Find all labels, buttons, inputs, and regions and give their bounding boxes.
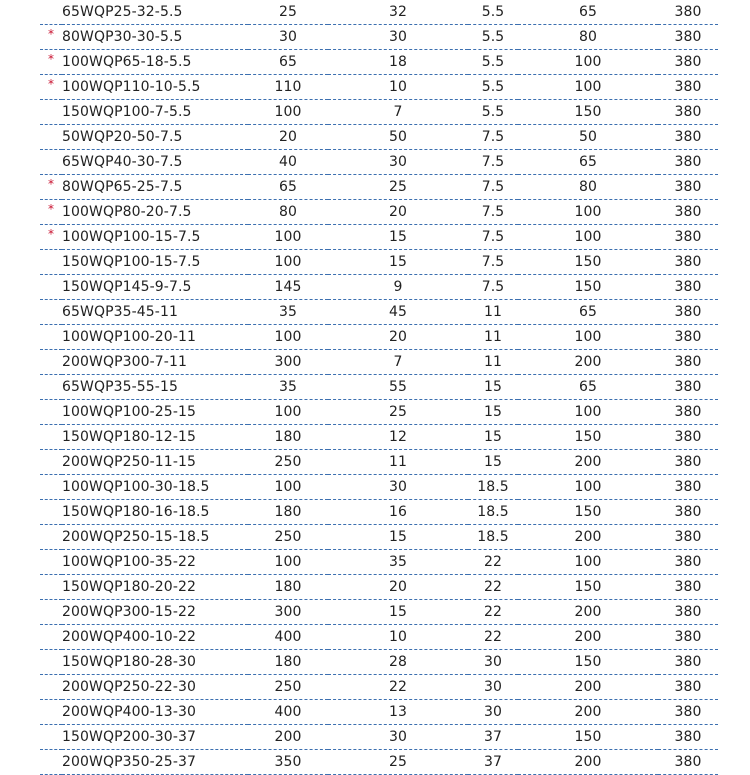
table-row [40, 400, 718, 425]
voltage-cell: 380 [674, 654, 702, 670]
table-row [40, 100, 718, 125]
outlet-cell: 150 [574, 254, 602, 270]
head-cell: 25 [388, 404, 407, 420]
voltage-cell: 380 [674, 29, 702, 45]
power-cell: 11 [483, 329, 502, 345]
flow-cell: 65 [278, 54, 297, 70]
model-cell: 200WQP300-7-11 [62, 354, 187, 370]
head-cell: 15 [388, 604, 407, 620]
outlet-cell: 100 [574, 204, 602, 220]
outlet-cell: 100 [574, 479, 602, 495]
table-row [40, 225, 718, 250]
voltage-cell: 380 [674, 79, 702, 95]
head-cell: 55 [388, 379, 407, 395]
power-cell: 11 [483, 354, 502, 370]
recommended-marker [40, 0, 62, 22]
flow-cell: 65 [278, 179, 297, 195]
table-row [40, 750, 718, 775]
recommended-marker [40, 697, 62, 722]
outlet-cell: 200 [574, 454, 602, 470]
outlet-cell: 65 [578, 379, 597, 395]
recommended-marker [40, 297, 62, 322]
power-cell: 22 [483, 554, 502, 570]
head-cell: 45 [388, 304, 407, 320]
recommended-marker: * [47, 52, 55, 66]
model-cell: 100WQP110-10-5.5 [62, 79, 201, 95]
head-cell: 7 [393, 104, 403, 120]
recommended-marker: * [47, 27, 55, 41]
pump-spec-table-body [40, 0, 718, 775]
outlet-cell: 65 [578, 4, 597, 20]
head-cell: 25 [388, 754, 407, 770]
table-row [40, 50, 718, 75]
table-row [40, 0, 718, 25]
table-row [40, 500, 718, 525]
flow-cell: 250 [274, 454, 302, 470]
voltage-cell: 380 [674, 529, 702, 545]
table-row [40, 25, 718, 50]
flow-cell: 80 [278, 204, 297, 220]
model-cell: 200WQP400-13-30 [62, 704, 196, 720]
head-cell: 35 [388, 554, 407, 570]
model-cell: 150WQP180-12-15 [62, 429, 196, 445]
recommended-marker [40, 572, 62, 597]
voltage-cell: 380 [674, 604, 702, 620]
head-cell: 20 [388, 204, 407, 220]
flow-cell: 110 [274, 79, 302, 95]
power-cell: 37 [483, 754, 502, 770]
recommended-marker: * [47, 177, 55, 191]
head-cell: 11 [388, 454, 407, 470]
flow-cell: 180 [274, 579, 302, 595]
model-cell: 200WQP250-11-15 [62, 454, 196, 470]
model-cell: 150WQP200-30-37 [62, 729, 196, 745]
head-cell: 28 [388, 654, 407, 670]
power-cell: 15 [483, 379, 502, 395]
model-cell: 100WQP100-15-7.5 [62, 229, 201, 245]
table-row [40, 600, 718, 625]
voltage-cell: 380 [674, 154, 702, 170]
head-cell: 15 [388, 254, 407, 270]
power-cell: 22 [483, 629, 502, 645]
table-row [40, 150, 718, 175]
model-cell: 65WQP40-30-7.5 [62, 154, 183, 170]
head-cell: 20 [388, 329, 407, 345]
outlet-cell: 200 [574, 704, 602, 720]
power-cell: 30 [483, 704, 502, 720]
model-cell: 150WQP100-7-5.5 [62, 104, 192, 120]
power-cell: 5.5 [481, 4, 505, 20]
recommended-marker [40, 747, 62, 772]
model-cell: 200WQP400-10-22 [62, 629, 196, 645]
recommended-marker [40, 347, 62, 372]
table-row [40, 550, 718, 575]
voltage-cell: 380 [674, 504, 702, 520]
voltage-cell: 380 [674, 229, 702, 245]
voltage-cell: 380 [674, 679, 702, 695]
power-cell: 5.5 [481, 54, 505, 70]
flow-cell: 350 [274, 754, 302, 770]
voltage-cell: 380 [674, 429, 702, 445]
flow-cell: 35 [278, 304, 297, 320]
outlet-cell: 200 [574, 629, 602, 645]
power-cell: 7.5 [481, 229, 505, 245]
outlet-cell: 150 [574, 579, 602, 595]
head-cell: 50 [388, 129, 407, 145]
voltage-cell: 380 [674, 254, 702, 270]
flow-cell: 100 [274, 554, 302, 570]
table-row [40, 525, 718, 550]
voltage-cell: 380 [674, 354, 702, 370]
voltage-cell: 380 [674, 4, 702, 20]
model-cell: 100WQP100-20-11 [62, 329, 196, 345]
flow-cell: 100 [274, 104, 302, 120]
outlet-cell: 200 [574, 604, 602, 620]
flow-cell: 300 [274, 354, 302, 370]
head-cell: 18 [388, 54, 407, 70]
table-row [40, 375, 718, 400]
model-cell: 80WQP30-30-5.5 [62, 29, 183, 45]
power-cell: 7.5 [481, 204, 505, 220]
voltage-cell: 380 [674, 729, 702, 745]
head-cell: 20 [388, 579, 407, 595]
power-cell: 37 [483, 729, 502, 745]
recommended-marker [40, 622, 62, 647]
flow-cell: 200 [274, 729, 302, 745]
power-cell: 18.5 [477, 479, 509, 495]
table-row [40, 425, 718, 450]
outlet-cell: 200 [574, 529, 602, 545]
head-cell: 10 [388, 79, 407, 95]
voltage-cell: 380 [674, 404, 702, 420]
recommended-marker [40, 97, 62, 122]
voltage-cell: 380 [674, 179, 702, 195]
head-cell: 22 [388, 679, 407, 695]
recommended-marker [40, 522, 62, 547]
outlet-cell: 100 [574, 229, 602, 245]
table-row [40, 325, 718, 350]
outlet-cell: 100 [574, 54, 602, 70]
table-row [40, 475, 718, 500]
flow-cell: 250 [274, 679, 302, 695]
table-row [40, 700, 718, 725]
flow-cell: 30 [278, 29, 297, 45]
recommended-marker [40, 647, 62, 672]
voltage-cell: 380 [674, 104, 702, 120]
model-cell: 80WQP65-25-7.5 [62, 179, 183, 195]
power-cell: 22 [483, 579, 502, 595]
power-cell: 7.5 [481, 254, 505, 270]
recommended-marker: * [47, 202, 55, 216]
flow-cell: 180 [274, 504, 302, 520]
model-cell: 200WQP350-25-37 [62, 754, 196, 770]
table-row [40, 675, 718, 700]
head-cell: 25 [388, 179, 407, 195]
power-cell: 22 [483, 604, 502, 620]
recommended-marker [40, 722, 62, 747]
head-cell: 32 [388, 4, 407, 20]
table-row [40, 175, 718, 200]
outlet-cell: 80 [578, 179, 597, 195]
flow-cell: 100 [274, 404, 302, 420]
head-cell: 15 [388, 229, 407, 245]
head-cell: 30 [388, 479, 407, 495]
model-cell: 150WQP180-20-22 [62, 579, 196, 595]
voltage-cell: 380 [674, 129, 702, 145]
flow-cell: 40 [278, 154, 297, 170]
voltage-cell: 380 [674, 279, 702, 295]
recommended-marker [40, 597, 62, 622]
outlet-cell: 150 [574, 729, 602, 745]
voltage-cell: 380 [674, 479, 702, 495]
model-cell: 100WQP100-30-18.5 [62, 479, 210, 495]
flow-cell: 100 [274, 479, 302, 495]
voltage-cell: 380 [674, 554, 702, 570]
voltage-cell: 380 [674, 379, 702, 395]
head-cell: 9 [393, 279, 403, 295]
power-cell: 18.5 [477, 504, 509, 520]
outlet-cell: 65 [578, 154, 597, 170]
flow-cell: 100 [274, 254, 302, 270]
voltage-cell: 380 [674, 579, 702, 595]
recommended-marker [40, 497, 62, 522]
outlet-cell: 100 [574, 79, 602, 95]
head-cell: 15 [388, 529, 407, 545]
flow-cell: 180 [274, 654, 302, 670]
recommended-marker [40, 322, 62, 347]
table-row [40, 625, 718, 650]
table-row [40, 250, 718, 275]
recommended-marker [40, 547, 62, 572]
flow-cell: 145 [274, 279, 302, 295]
model-cell: 100WQP65-18-5.5 [62, 54, 192, 70]
recommended-marker [40, 122, 62, 147]
power-cell: 7.5 [481, 279, 505, 295]
recommended-marker [40, 247, 62, 272]
head-cell: 13 [388, 704, 407, 720]
outlet-cell: 150 [574, 654, 602, 670]
voltage-cell: 380 [674, 204, 702, 220]
power-cell: 7.5 [481, 129, 505, 145]
power-cell: 30 [483, 654, 502, 670]
model-cell: 150WQP145-9-7.5 [62, 279, 192, 295]
outlet-cell: 80 [578, 29, 597, 45]
voltage-cell: 380 [674, 304, 702, 320]
outlet-cell: 150 [574, 104, 602, 120]
voltage-cell: 380 [674, 329, 702, 345]
model-cell: 200WQP300-15-22 [62, 604, 196, 620]
model-cell: 150WQP180-16-18.5 [62, 504, 210, 520]
model-cell: 50WQP20-50-7.5 [62, 129, 183, 145]
model-cell: 200WQP250-22-30 [62, 679, 196, 695]
model-cell: 150WQP100-15-7.5 [62, 254, 201, 270]
voltage-cell: 380 [674, 629, 702, 645]
head-cell: 30 [388, 29, 407, 45]
recommended-marker [40, 147, 62, 172]
flow-cell: 400 [274, 704, 302, 720]
voltage-cell: 380 [674, 54, 702, 70]
power-cell: 11 [483, 304, 502, 320]
table-row [40, 450, 718, 475]
outlet-cell: 200 [574, 754, 602, 770]
outlet-cell: 150 [574, 279, 602, 295]
flow-cell: 100 [274, 329, 302, 345]
flow-cell: 300 [274, 604, 302, 620]
power-cell: 7.5 [481, 179, 505, 195]
head-cell: 10 [388, 629, 407, 645]
outlet-cell: 100 [574, 554, 602, 570]
recommended-marker [40, 422, 62, 447]
outlet-cell: 200 [574, 354, 602, 370]
power-cell: 5.5 [481, 104, 505, 120]
head-cell: 30 [388, 154, 407, 170]
outlet-cell: 50 [578, 129, 597, 145]
head-cell: 16 [388, 504, 407, 520]
table-row [40, 125, 718, 150]
flow-cell: 35 [278, 379, 297, 395]
model-cell: 65WQP35-55-15 [62, 379, 178, 395]
table-row [40, 725, 718, 750]
table-row [40, 650, 718, 675]
flow-cell: 250 [274, 529, 302, 545]
power-cell: 5.5 [481, 29, 505, 45]
outlet-cell: 150 [574, 504, 602, 520]
table-row [40, 300, 718, 325]
model-cell: 150WQP180-28-30 [62, 654, 196, 670]
outlet-cell: 100 [574, 329, 602, 345]
table-row [40, 350, 718, 375]
model-cell: 100WQP100-25-15 [62, 404, 196, 420]
voltage-cell: 380 [674, 754, 702, 770]
power-cell: 30 [483, 679, 502, 695]
head-cell: 30 [388, 729, 407, 745]
model-cell: 200WQP250-15-18.5 [62, 529, 210, 545]
voltage-cell: 380 [674, 704, 702, 720]
recommended-marker: * [47, 227, 55, 241]
recommended-marker [40, 397, 62, 422]
table-row [40, 200, 718, 225]
model-cell: 100WQP100-35-22 [62, 554, 196, 570]
recommended-marker [40, 272, 62, 297]
power-cell: 5.5 [481, 79, 505, 95]
outlet-cell: 200 [574, 679, 602, 695]
recommended-marker [40, 672, 62, 697]
table-row [40, 75, 718, 100]
power-cell: 15 [483, 404, 502, 420]
recommended-marker: * [47, 77, 55, 91]
recommended-marker [40, 372, 62, 397]
model-cell: 100WQP80-20-7.5 [62, 204, 192, 220]
table-row [40, 275, 718, 300]
power-cell: 7.5 [481, 154, 505, 170]
outlet-cell: 100 [574, 404, 602, 420]
recommended-marker [40, 447, 62, 472]
head-cell: 12 [388, 429, 407, 445]
flow-cell: 180 [274, 429, 302, 445]
flow-cell: 400 [274, 629, 302, 645]
voltage-cell: 380 [674, 454, 702, 470]
outlet-cell: 150 [574, 429, 602, 445]
power-cell: 15 [483, 454, 502, 470]
flow-cell: 25 [278, 4, 297, 20]
table-row [40, 575, 718, 600]
power-cell: 18.5 [477, 529, 509, 545]
outlet-cell: 65 [578, 304, 597, 320]
flow-cell: 100 [274, 229, 302, 245]
recommended-marker [40, 472, 62, 497]
model-cell: 65WQP35-45-11 [62, 304, 178, 320]
head-cell: 7 [393, 354, 403, 370]
power-cell: 15 [483, 429, 502, 445]
model-cell: 65WQP25-32-5.5 [62, 4, 183, 20]
flow-cell: 20 [278, 129, 297, 145]
pump-spec-table [40, 0, 718, 775]
